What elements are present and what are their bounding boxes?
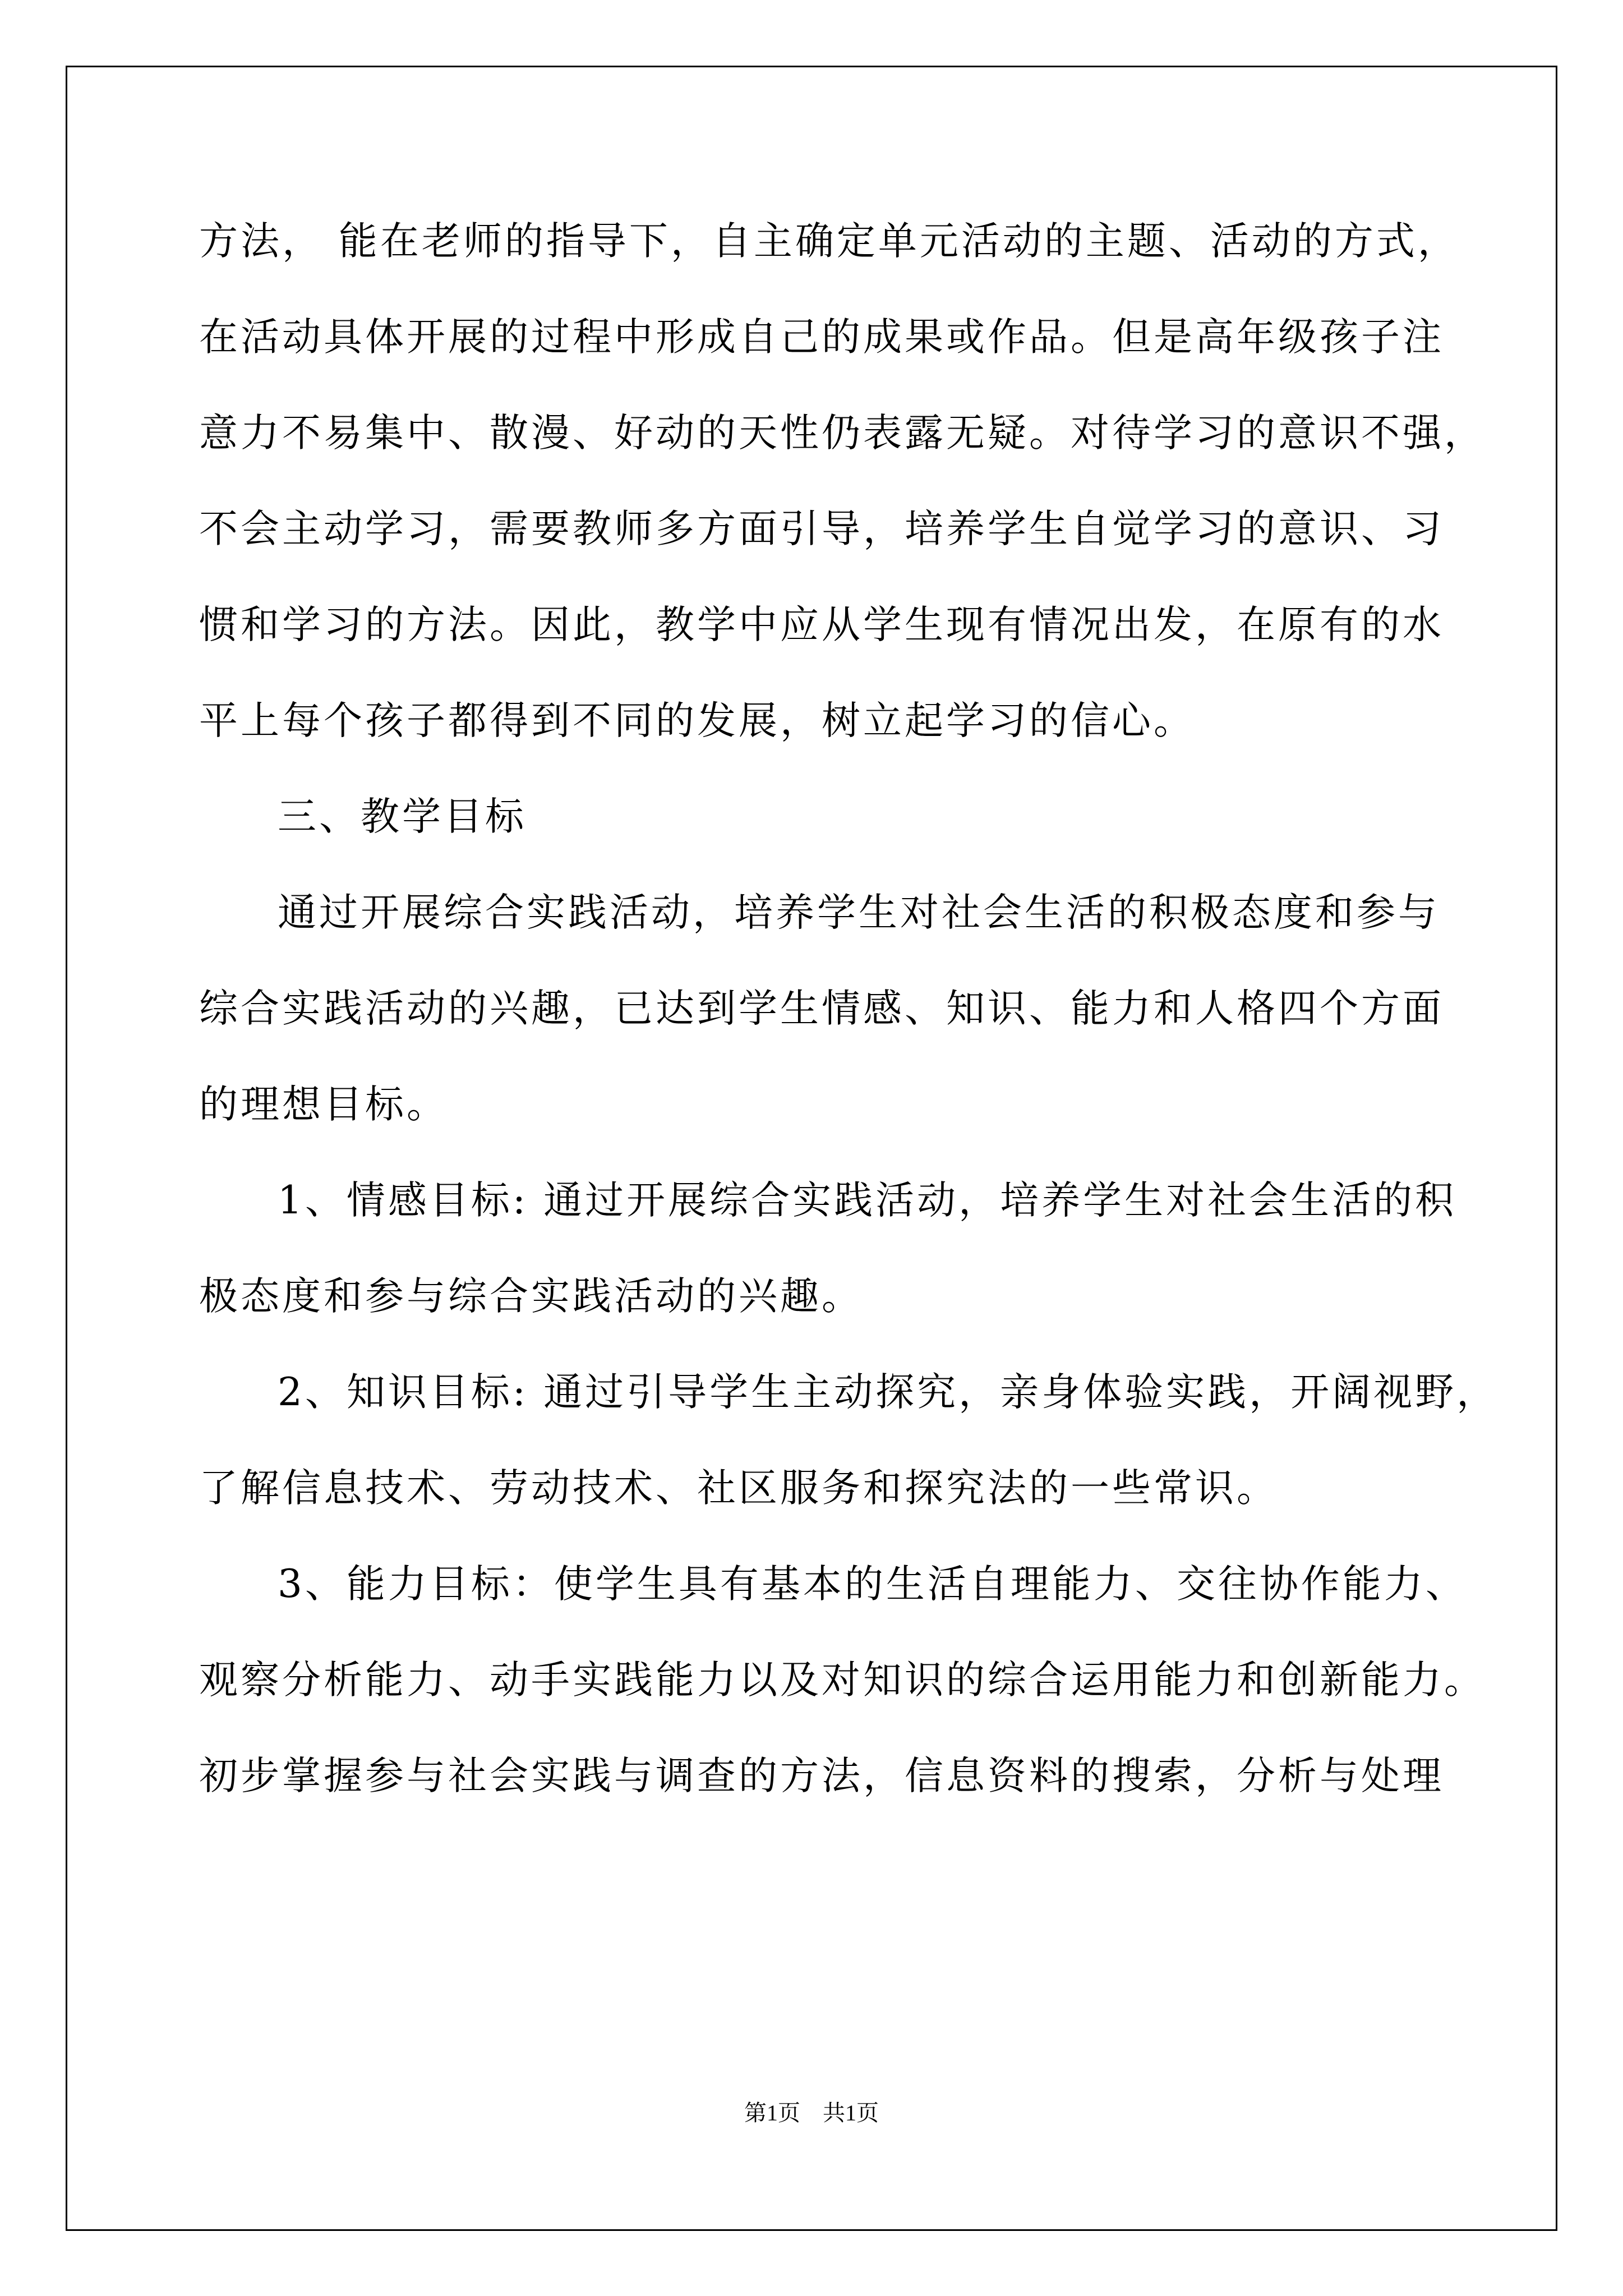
text-line: 不会主动学习，需要教师多方面引导，培养学生自觉学习的意识、习 xyxy=(199,507,1444,551)
text-line: 通过开展综合实践活动，培养学生对社会生活的积极态度和参与 xyxy=(278,890,1440,935)
text-line: 观察分析能力、动手实践能力以及对知识的综合运用能力和创新能力。 xyxy=(199,1658,1486,1703)
section-heading: 三、教学目标 xyxy=(278,794,527,839)
text-line: 方法， 能在老师的指导下，自主确定单元活动的主题、活动的方式， xyxy=(199,219,1459,264)
text-line: 在活动具体开展的过程中形成自己的成果或作品。但是高年级孩子注 xyxy=(199,315,1444,360)
text-line: 3、能力目标：使学生具有基本的生活自理能力、交往协作能力、 xyxy=(278,1562,1467,1607)
text-line: 的理想目标。 xyxy=(199,1082,448,1127)
page-footer xyxy=(0,2096,1623,2130)
document-body xyxy=(199,205,1498,1835)
text-line: 极态度和参与综合实践活动的兴趣。 xyxy=(199,1274,863,1319)
page-total: 共1页 xyxy=(823,2100,879,2125)
text-line: 平上每个孩子都得到不同的发展，树立起学习的信心。 xyxy=(199,698,1195,743)
page-number: 第1页 xyxy=(744,2100,800,2125)
text-line: 1、情感目标: 通过开展综合实践活动，培养学生对社会生活的积 xyxy=(278,1178,1457,1223)
text-line: 初步掌握参与社会实践与调查的方法，信息资料的搜索，分析与处理 xyxy=(199,1754,1444,1798)
text-line: 意力不易集中、散漫、好动的天性仍表露无疑。对待学习的意识不强， xyxy=(199,411,1486,455)
text-line: 2、知识目标: 通过引导学生主动探究，亲身体验实践，开阔视野， xyxy=(278,1370,1498,1415)
text-line: 综合实践活动的兴趣，已达到学生情感、知识、能力和人格四个方面 xyxy=(199,986,1444,1031)
text-line: 了解信息技术、劳动技术、社区服务和探究法的一些常识。 xyxy=(199,1466,1278,1511)
text-line: 惯和学习的方法。因此，教学中应从学生现有情况出发，在原有的水 xyxy=(199,602,1444,647)
